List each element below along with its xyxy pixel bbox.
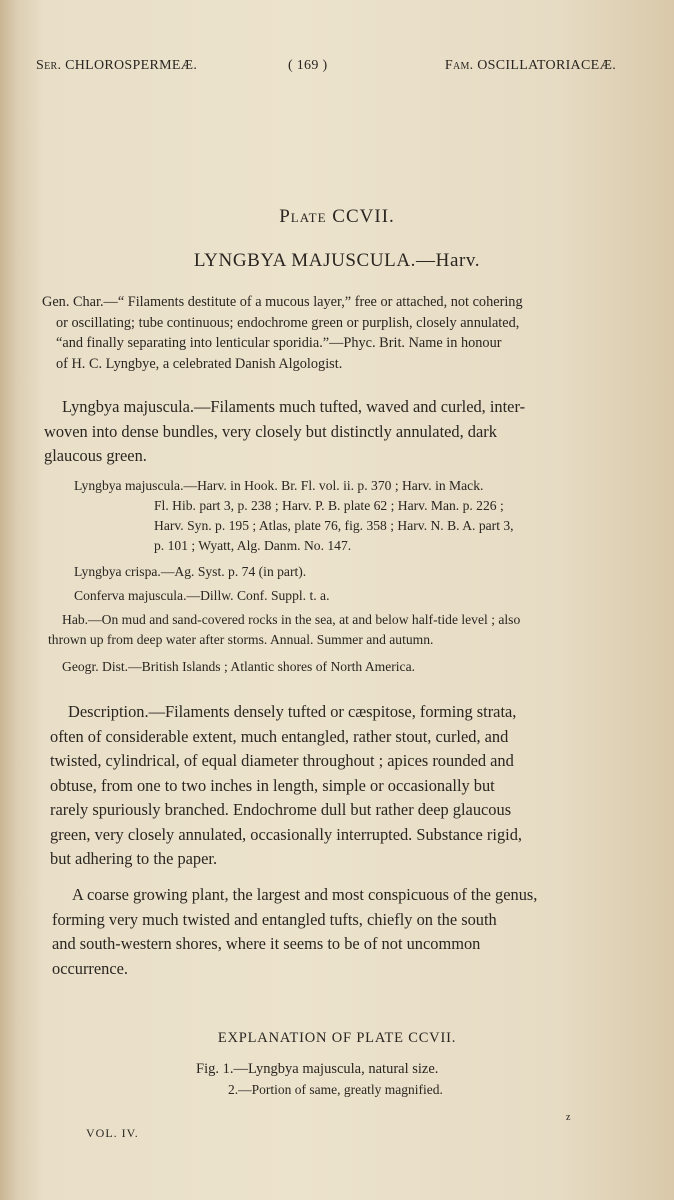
plate-title: Plate CCVII. — [279, 206, 395, 227]
header-series: Ser. CHLOROSPERMEÆ. — [36, 58, 198, 73]
signature-mark: z — [566, 1112, 571, 1123]
remark-line: occurrence. — [52, 958, 128, 978]
synonym-line: Conferva majuscula.—Dillw. Conf. Suppl. t. a. — [74, 588, 330, 603]
gen-char-line: of H. C. Lyngbye, a celebrated Danish Algologist. — [56, 355, 343, 372]
synonym-line: Lyngbya majuscula.—Harv. in Hook. Br. Fl. vol. ii. p. 370 ; Harv. in Mack. — [74, 478, 484, 493]
diagnosis-line: Lyngbya majuscula.—Filaments much tufted, waved and curled, inter- — [62, 397, 526, 416]
genus-character — [42, 292, 620, 374]
remark-line: and south-western shores, where it seems to be of not uncommon — [52, 934, 481, 953]
figure-1-caption: Fig. 1.—Lyngbya majuscula, natural size. — [196, 1061, 439, 1077]
synonym-line: Lyngbya crispa.—Ag. Syst. p. 74 (in part). — [74, 564, 307, 579]
geographical-distribution — [62, 657, 622, 677]
gen-char-line: Gen. Char.—“ Filaments destitute of a mucous layer,” free or attached, not cohering — [42, 294, 523, 310]
volume-label: VOL. IV. — [86, 1126, 139, 1140]
remarks — [52, 883, 632, 981]
habitat — [48, 610, 634, 650]
diagnosis-line: glaucous green. — [44, 446, 147, 465]
description-line: often of considerable extent, much entangled, rather stout, curled, and — [50, 726, 509, 746]
description-line: obtuse, from one to two inches in length, simple or occasionally but — [50, 775, 495, 795]
synonym-line: Harv. Syn. p. 195 ; Atlas, plate 76, fig. 358 ; Harv. N. B. A. part 3, — [154, 518, 514, 533]
description-line: rarely spuriously branched. Endochrome dull but rather deep glaucous — [50, 800, 512, 819]
explanation-title: EXPLANATION OF PLATE CCVII. — [217, 1030, 457, 1046]
description-line: Description.—Filaments densely tufted or cæspitose, forming strata, — [68, 702, 517, 721]
habitat-line: Hab.—On mud and sand-covered rocks in the sea, at and below half-tide level ; also — [62, 612, 521, 627]
diagnosis-line: woven into dense bundles, very closely but distinctly annulated, dark — [44, 421, 497, 441]
description — [50, 700, 630, 872]
gen-char-line: or oscillating; tube continuous; endochrome green or purplish, closely annulated, — [56, 314, 520, 331]
remark-line: forming very much twisted and entangled tufts, chiefly on the south — [52, 909, 497, 929]
synonymy — [74, 476, 634, 606]
habitat-line: thrown up from deep water after storms. Annual. Summer and autumn. — [48, 632, 434, 647]
species-diagnosis — [44, 395, 624, 469]
gen-char-line: “and finally separating into lenticular sporidia.”—Phyc. Brit. Name in honour — [56, 335, 502, 351]
description-line: twisted, cylindrical, of equal diameter throughout ; apices rounded and — [50, 751, 514, 770]
description-line: green, very closely annulated, occasionally interrupted. Substance rigid, — [50, 824, 522, 844]
species-title: LYNGBYA MAJUSCULA.—Harv. — [193, 250, 481, 271]
synonym-line: p. 101 ; Wyatt, Alg. Danm. No. 147. — [154, 538, 352, 553]
remark-line: A coarse growing plant, the largest and most conspicuous of the genus, — [72, 885, 538, 904]
geogr-line: Geogr. Dist.—British Islands ; Atlantic shores of North America. — [62, 659, 416, 674]
page-number: ( 169 ) — [288, 58, 328, 73]
synonym-line: Fl. Hib. part 3, p. 238 ; Harv. P. B. plate 62 ; Harv. Man. p. 226 ; — [154, 498, 504, 513]
figure-2-caption: 2.—Portion of same, greatly magnified. — [228, 1082, 443, 1097]
description-line: but adhering to the paper. — [50, 849, 218, 868]
header-family: Fam. OSCILLATORIACEÆ. — [444, 58, 616, 73]
